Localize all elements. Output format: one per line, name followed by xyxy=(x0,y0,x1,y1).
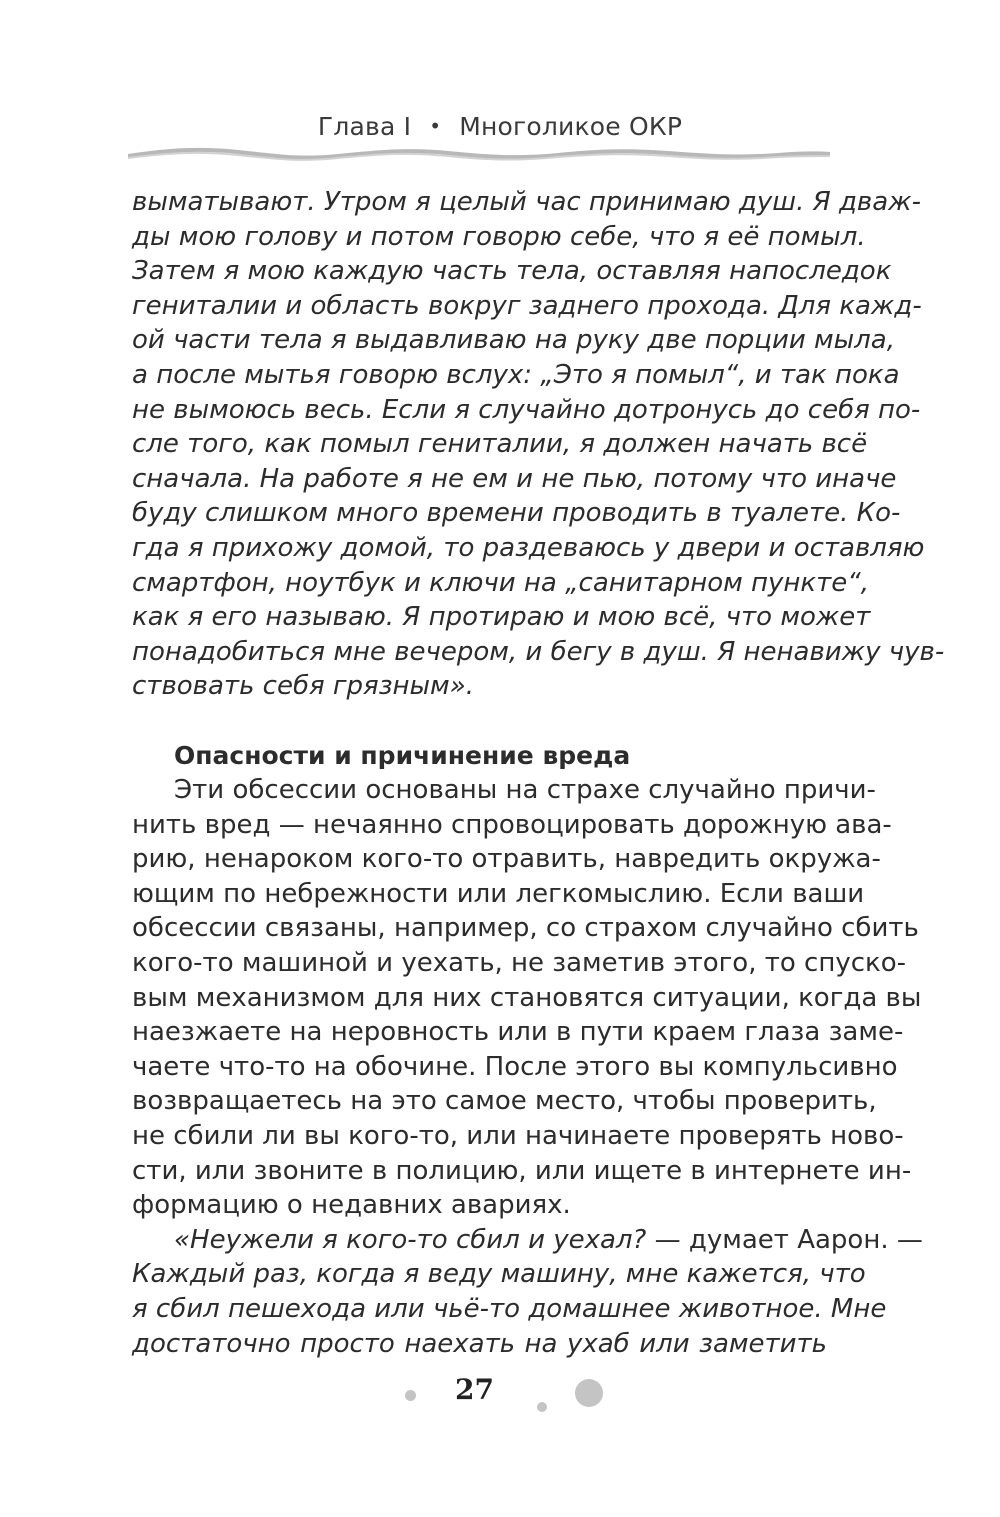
quote-paragraph-1-line: гда я прихожу домой, то раздеваюсь у двери и оставляю xyxy=(132,532,925,563)
quote-paragraph-2 xyxy=(132,1223,923,1361)
paragraph-2-line: формацию о недавних авариях. xyxy=(132,1190,571,1221)
quote-paragraph-1-line: гениталии и область вокруг заднего прохода. Для кажд- xyxy=(132,290,922,321)
paragraph-2-line: нить вред — нечаянно спровоцировать дорожную ава- xyxy=(132,809,892,840)
quote-paragraph-1-line: сле того, как помыл гениталии, я должен начать всё xyxy=(132,429,868,460)
quote-paragraph-1-line: буду слишком много времени проводить в туалете. Ко- xyxy=(132,498,901,529)
quote-paragraph-2-line: я сбил пешехода или чьё-то домашнее животное. Мне xyxy=(132,1294,887,1324)
paragraph-2-line: сти, или звоните в полицию, или ищете в интернете ин- xyxy=(132,1155,912,1186)
page-body xyxy=(132,185,945,1361)
quote-attribution: думает Аарон. — xyxy=(688,1224,923,1255)
quote-paragraph-1-line: выматывают. Утром я целый час принимаю душ. Я дваж- xyxy=(132,187,921,217)
quote-paragraph-1-line: понадобиться мне вечером, и бегу в душ. Я ненавижу чув- xyxy=(132,636,945,667)
quote-paragraph-1-line: ой части тела я выдавливаю на руку две порции мыла, xyxy=(132,325,895,356)
footer-dot-small xyxy=(537,1402,547,1412)
quote-paragraph-1-line: не вымоюсь весь. Если я случайно дотронусь до себя по- xyxy=(132,394,921,425)
paragraph-2-line: кого-то машиной и уехать, не заметив этого, то спуско- xyxy=(132,948,907,979)
quote-paragraph-2-line: Каждый раз, когда я веду машину, мне кажется, что xyxy=(132,1259,866,1290)
paragraph-2 xyxy=(132,773,922,1223)
running-header xyxy=(0,112,1000,141)
paragraph-2-line: вым механизмом для них становятся ситуации, когда вы xyxy=(132,982,922,1013)
quote-paragraph-1-line: а после мытья говорю вслух: „Это я помыл“, и так пока xyxy=(132,359,900,390)
chapter-label: Глава I xyxy=(317,112,412,141)
quote-paragraph-1-line: Затем я мою каждую часть тела, оставляя напоследок xyxy=(132,256,892,287)
quote-opening: «Неужели я кого-то сбил и уехал? — xyxy=(174,1224,689,1255)
paragraph-2-line: Эти обсессии основаны на страхе случайно причи- xyxy=(174,775,876,806)
paragraph-2-line: ющим по небрежности или легкомыслию. Если ваши xyxy=(132,878,865,909)
paragraph-2-line: чаете что-то на обочине. После этого вы компульсивно xyxy=(132,1051,898,1082)
paragraph-2-line: рию, ненароком кого-то отравить, навредить окружа- xyxy=(132,844,881,875)
paragraph-2-line: наезжаете на неровность или в пути краем глаза заме- xyxy=(132,1017,904,1048)
quote-paragraph-1-line: ствовать себя грязным». xyxy=(132,671,474,702)
quote-paragraph-1-line: смартфон, ноутбук и ключи на „санитарном пункте“, xyxy=(132,567,870,598)
page-footer xyxy=(0,1373,1000,1433)
paragraph-2-line: не сбили ли вы кого-то, или начинаете проверять ново- xyxy=(132,1121,904,1152)
header-separator: • xyxy=(429,114,442,138)
quote-paragraph-1-line: сначала. На работе я не ем и не пью, потому что иначе xyxy=(132,463,897,494)
quote-paragraph-1-line: ды мою голову и потом говорю себе, что я её помыл. xyxy=(132,221,866,252)
quote-paragraph-2-line: достаточно просто наехать на ухаб или заметить xyxy=(132,1328,827,1359)
header-wave-rule xyxy=(128,144,830,166)
quote-paragraph-1-line: как я его называю. Я протираю и мою всё, что может xyxy=(132,602,871,633)
chapter-title: Многоликое ОКР xyxy=(459,112,683,141)
footer-dot-left xyxy=(405,1390,416,1401)
paragraph-2-line: возвращаетесь на это самое место, чтобы проверить, xyxy=(132,1086,877,1117)
page-number: 27 xyxy=(455,1373,494,1406)
footer-dot-large xyxy=(575,1379,603,1407)
section-heading: Опасности и причинение вреда xyxy=(174,740,631,770)
paragraph-2-line: обсессии связаны, например, со страхом случайно сбить xyxy=(132,913,919,944)
quote-paragraph-1 xyxy=(132,185,945,704)
